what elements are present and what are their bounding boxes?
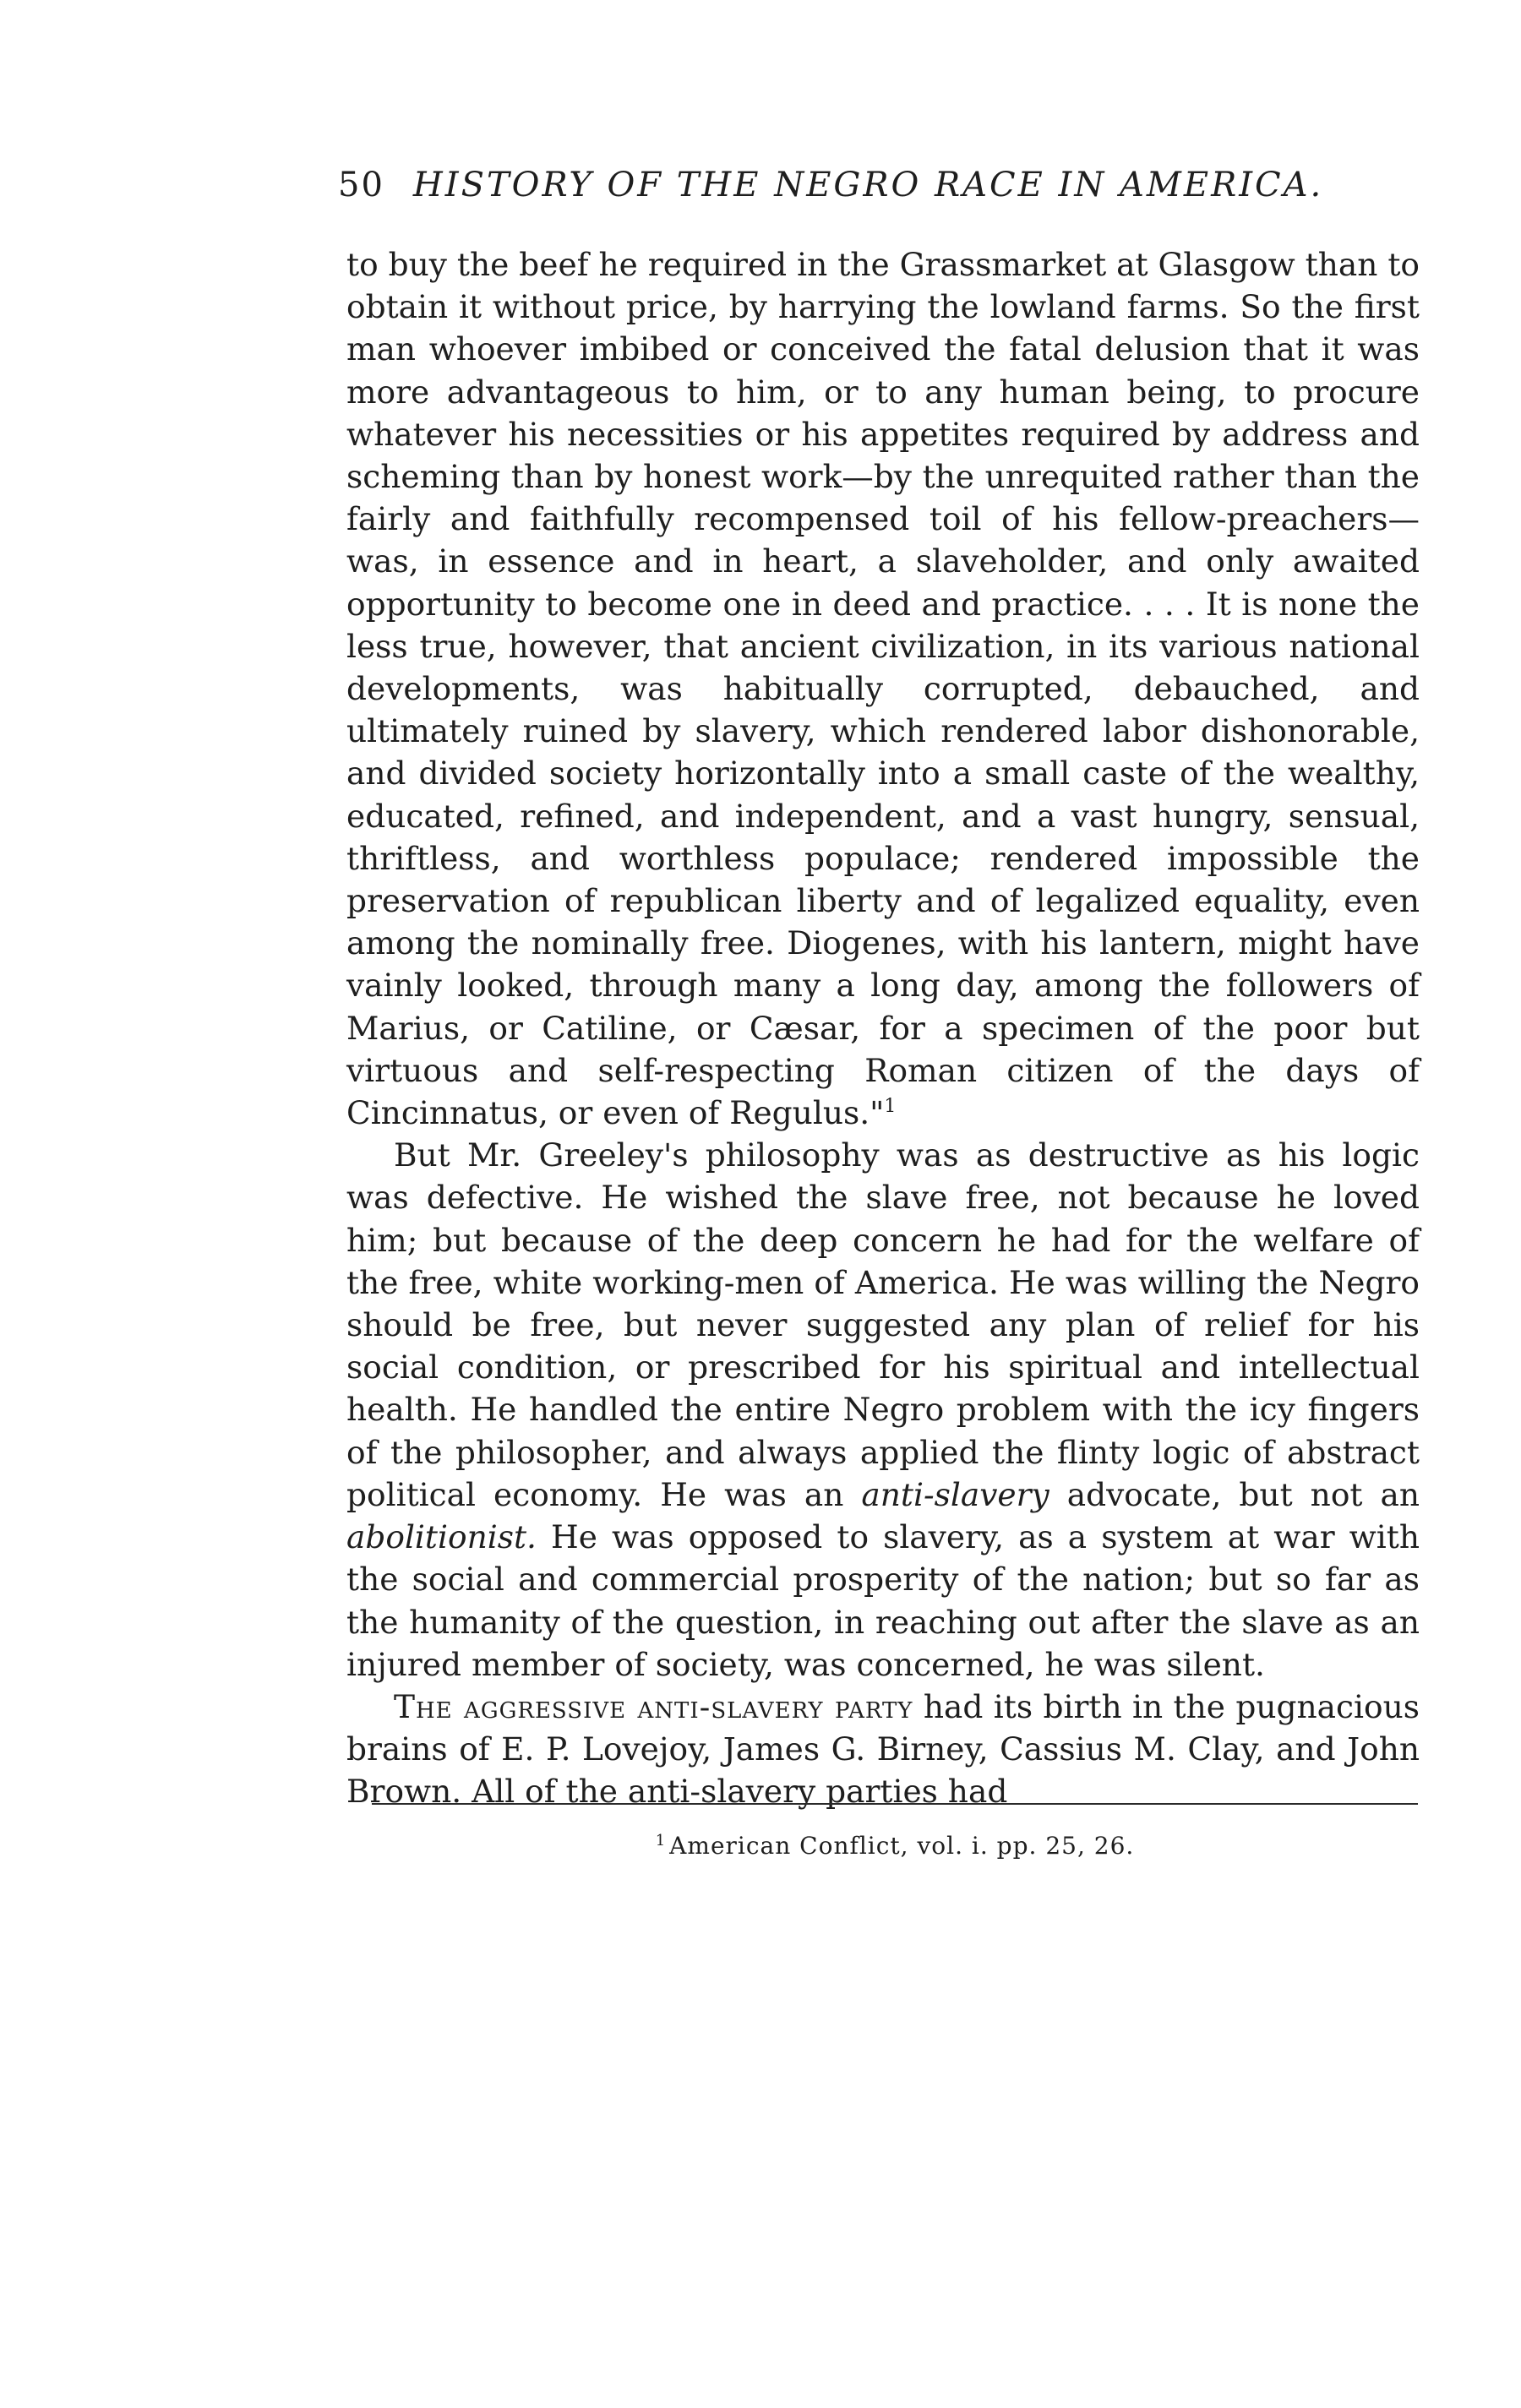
footnote-rule <box>372 1803 1418 1805</box>
body-text <box>346 243 1420 1813</box>
paragraph-2-part-3: He was opposed to slavery, as a system at war with the social and commercial prosperity of the nation; but so far as the humanity of the question, in reaching out after the slave as an injured member of society, was concerned, he was silent. <box>346 1518 1420 1683</box>
page-number: 50 <box>338 166 384 204</box>
running-title: HISTORY OF THE NEGRO RACE IN AMERICA. <box>412 166 1324 204</box>
emphasis-anti-slavery: anti-slavery <box>861 1475 1049 1513</box>
small-caps-lead: The aggressive anti-slavery party <box>394 1687 913 1725</box>
footnote-text: American Conflict, vol. i. pp. 25, 26. <box>669 1832 1135 1860</box>
paragraph-continued <box>346 243 1420 1134</box>
emphasis-abolitionist: abolitionist. <box>346 1518 537 1556</box>
paragraph-1-text: to buy the beef he required in the Grassmarket at Glasgow than to obtain it without price, by harrying the lowland farms. So the first man whoever imbibed or conceived the fatal delusion that it was more advantageous to him, or to any human being, to procure whatever his necessities or his appetites required by address and scheming than by honest work—by the unrequited rather than the fairly and faithfully recompensed toil of his fellow-preachers—was, in essence and in heart, a slaveholder, and only awaited opportunity to become one in deed and practice. . . . It is none the less true, however, that ancient civilization, in its various national developments, was habitually corrupted, debauched, and ultimately ruined by slavery, which rendered labor dishonorable, and divided society horizontally into a small caste of the wealthy, educated, refined, and independent, and a vast hungry, sensual, thriftless, and worthless populace; rendered impossible the preservation of republican liberty and of legalized equality, even among the nominally free. Diogenes, with his lantern, might have vainly looked, through many a long day, among the followers of Marius, or Catiline, or Cæsar, for a specimen of the poor but virtuous and self-respecting Roman citizen of the days of Cincinnatus, or even of Regulus." <box>346 246 1420 1132</box>
paragraph-3-rest: had its birth in the pugnacious brains of E. P. Lovejoy, James G. Birney, Cassius M. Clay, and John Brown. All of the anti-slavery parties had <box>346 1687 1420 1811</box>
footnote-marker: 1 <box>655 1832 667 1850</box>
paragraph-2-part-1: But Mr. Greeley's philosophy was as destructive as his logic was defective. He wished the slave free, not because he loved him; but because of the deep concern he had for the welfare of the free, white working-men of America. He was willing the Negro should be free, but never suggested any plan of relief for his social condition, or prescribed for his spiritual and intellectual health. He handled the entire Negro problem with the icy fingers of the philosopher, and always applied the flinty logic of abstract political economy. He was an <box>346 1136 1420 1513</box>
paragraph-aggressive-party <box>346 1686 1420 1813</box>
footnote <box>372 1832 1418 1860</box>
running-head <box>338 166 1428 216</box>
paragraph-greeley <box>346 1134 1420 1686</box>
paragraph-2-part-2: advocate, but not an <box>1049 1475 1420 1513</box>
footnote-reference: 1 <box>884 1096 897 1118</box>
